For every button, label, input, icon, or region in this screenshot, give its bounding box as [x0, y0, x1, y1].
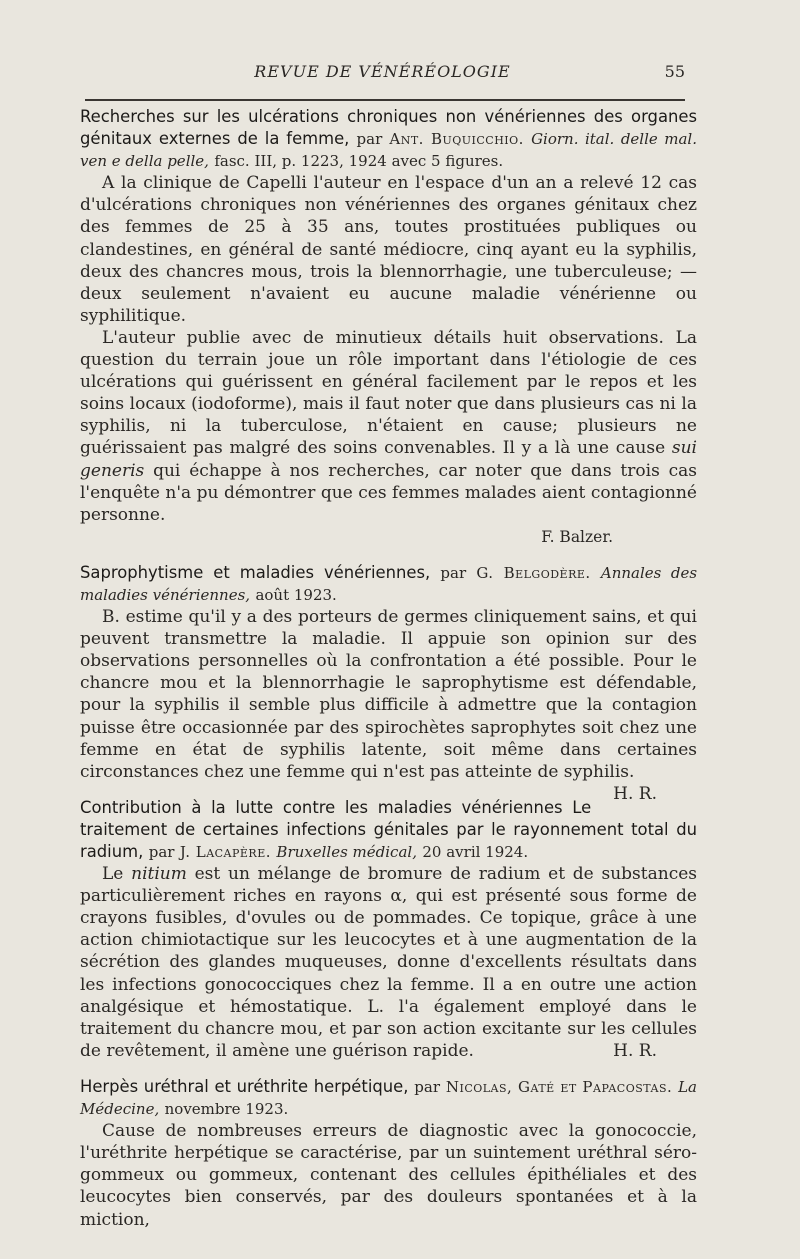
article-herpes	[80, 1076, 697, 1231]
article-signature: F. Balzer.	[541, 527, 613, 546]
spacer	[80, 1062, 697, 1076]
article-heading	[80, 797, 697, 863]
article-author: J. Lacapère.	[179, 843, 272, 861]
article-by: par	[356, 130, 383, 149]
article-paragraph	[80, 863, 697, 1062]
running-head	[80, 62, 685, 92]
article-paragraph: Cause de nombreuses erreurs de diagnostic avec la gonococcie, l'uréthrite herpétique se caractérise, par un suintement uréthral séro-gommeux ou gommeux, contenant des cellules épithéliales et des leucocytes bien conservés, par des douleurs spontanées et à la miction,	[80, 1121, 697, 1230]
paragraph-lead: Le	[102, 864, 124, 885]
article-author: G. Belgodère.	[476, 563, 591, 582]
article-by: par	[414, 1077, 441, 1096]
article-paragraph	[80, 327, 697, 526]
article-title: Recherches sur les ulcérations chroniques non vénériennes des organes génitaux externes de la femme,	[80, 107, 697, 149]
article-details: fasc. III, p. 1223, 1924 avec 5 figures.	[214, 152, 504, 171]
article-paragraph: A la clinique de Capelli l'auteur en l'espace d'un an a relevé 12 cas d'ulcérations chroniques non vénériennes des organes génitaux chez des femmes de 25 à 35 ans, toutes prostituées publiques ou clandestines, en général de santé médiocre, cinq ayant eu la syphilis, deux des chancres mous, trois la blennorrhagie, une tuberculeuse; — deux seulement n'avaient eu aucune maladie vénérienne ou syphilitique.	[80, 173, 697, 326]
article-heading	[80, 562, 697, 606]
article-title: Saprophytisme et maladies vénériennes,	[80, 562, 431, 582]
article-heading	[80, 106, 697, 172]
article-title: Contribution à la lutte contre les maladies vénériennes Le traitement de certaines infections génitales par le rayonnement total du radium,	[80, 797, 697, 861]
paragraph-text: est un mélange de bromure de radium et de substances particulièrement riches en rayons α, qui est présenté sous forme de crayons fusibles, d'ovules ou de pommades. Ce topique, grâce à une action chimiotactique sur les leucocytes et à une augmentation de la sécrétion des glandes muqueuses, donne d'excellents résultats dans les infections gonococciques chez la femme. Il a en outre une action analgésique et hémostatique. L. l'a également employé dans le traitement du chancre mou, et par son action excitante sur les cellules de revêtement, il amène une guérison rapide.	[80, 864, 697, 1061]
article-details: novembre 1923.	[164, 1100, 289, 1119]
article-details: août 1923.	[255, 585, 337, 604]
article-signature: H. R.	[613, 783, 657, 804]
article-paragraph	[80, 606, 697, 804]
header-rule	[85, 99, 685, 101]
paragraph-text: L'auteur publie avec de minutieux détails huit observations. La question du terrain joue un rôle important dans l'étiologie de ces ulcérations qui guérissent en général facilement par le repos et les soins locaux (iodoforme), mais il faut noter que dans plusieurs cas ni la syphilis, ni la tuberculose, n'étaient en cause; plusieurs ne guérissaient pas malgré des soins convenables. Il y a là une cause	[80, 327, 697, 459]
article-source: Giorn. ital. delle mal. ven e della pelle,	[80, 130, 697, 171]
article-author: Ant. Buquicchio.	[389, 130, 524, 149]
article-ulcerations	[80, 106, 697, 548]
page-content	[80, 106, 697, 1231]
article-heading	[80, 1076, 697, 1120]
article-author: Nicolas, Gaté et Papacostas.	[445, 1077, 673, 1096]
italic-term: nitium	[131, 864, 187, 885]
journal-title: REVUE DE VÉNÉRÉOLOGIE	[254, 62, 511, 81]
page-number: 55	[664, 62, 685, 81]
italic-phrase: sui generis	[80, 438, 697, 481]
article-source: Annales des maladies vénériennes,	[80, 563, 698, 604]
article-title: Herpès uréthral et uréthrite herpétique,	[80, 1076, 409, 1096]
article-details: 20 avril 1924.	[422, 843, 529, 861]
paragraph-text: B. estime qu'il y a des porteurs de germes cliniquement sains, et qui peuvent transmettre la maladie. Il appuie son opinion sur des observations personnelles où la confrontation a été possible. Pour le chancre mou et la blennorrhagie le saprophytisme est défendable, pour la syphilis il semble plus difficile à admettre que la contagion puisse être occasionnée par des spirochètes saprophytes soit chez une femme en état de syphilis latente, soit même dans certaines circonstances chez une femme qui n'est pas atteinte de syphilis.	[80, 607, 697, 782]
article-signature: H. R.	[613, 1040, 657, 1061]
article-saprophytisme	[80, 562, 698, 804]
article-by: par	[148, 843, 175, 861]
spacer	[80, 548, 697, 562]
article-contribution	[80, 797, 697, 1062]
paragraph-text: qui échappe à nos recherches, car noter que dans trois cas l'enquête n'a pu démontrer que ces femmes malades aient contagionné personne.	[80, 460, 697, 525]
article-source: La Médecine,	[80, 1077, 697, 1119]
article-by: par	[440, 563, 467, 582]
article-source: Bruxelles médical,	[276, 843, 417, 861]
